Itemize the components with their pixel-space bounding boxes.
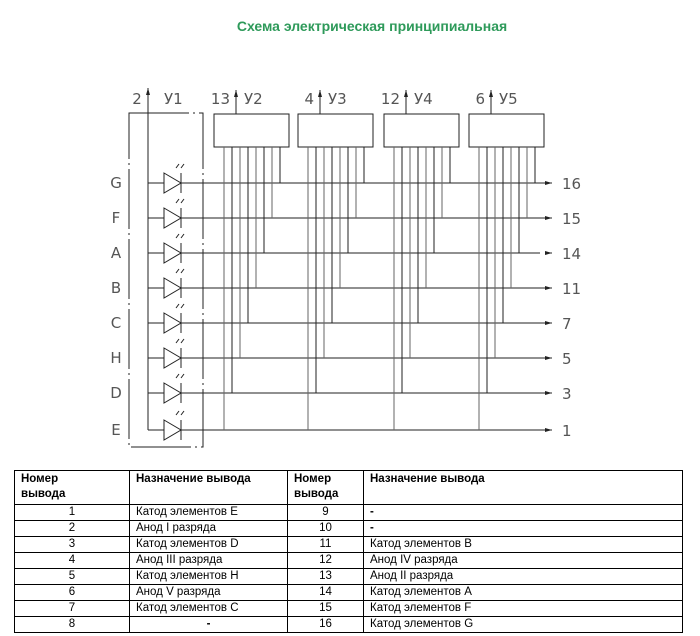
led-icon [164,278,181,298]
block-pin-label: 6 [475,90,485,108]
table-row [15,585,683,601]
pin-purpose-cell: Катод элементов H [130,569,288,585]
pin-number-cell: 14 [288,585,364,601]
table-row [15,537,683,553]
block-pin-label: 4 [304,90,314,108]
pin-purpose-cell: Анод II разряда [364,569,683,585]
segment-label: H [110,349,122,367]
pin-number-cell: 4 [15,553,130,569]
output-pin-label: 1 [562,422,572,440]
pin-number-cell: 6 [15,585,130,601]
segment-label: D [110,384,122,402]
segment-label: C [110,314,122,332]
pin-number-cell: 3 [15,537,130,553]
pin-purpose-cell: Катод элементов F [364,601,683,617]
pin-purpose-cell: - [364,505,683,521]
table-header-row [15,471,683,505]
segment-label: B [110,279,122,297]
pin-number-cell: 8 [15,617,130,633]
pin-number-cell: 2 [15,521,130,537]
segment-label: E [111,421,121,439]
pin-purpose-cell: Катод элементов A [364,585,683,601]
table-row [15,617,683,633]
driver-block [384,114,459,147]
pin-purpose-cell: Катод элементов D [130,537,288,553]
pin-number-cell: 1 [15,505,130,521]
block-pin-label: 12 [380,90,400,108]
pin-purpose-cell: Катод элементов E [130,505,288,521]
output-pin-label: 7 [562,315,572,333]
block-ref-label: У3 [328,90,347,108]
segment-label: A [110,244,122,262]
table-row [15,521,683,537]
ref-label-u1: У1 [164,90,183,108]
pin-purpose-cell: Катод элементов C [130,601,288,617]
pin-purpose-cell: Анод I разряда [130,521,288,537]
block-pin-label: 13 [210,90,230,108]
driver-block [469,114,544,147]
block-ref-label: У2 [244,90,263,108]
header-pin-purpose-1: Назначение вывода [130,471,288,505]
led-icon [164,173,181,193]
pin-number-cell: 5 [15,569,130,585]
led-icon [164,313,181,333]
pin-number-cell: 7 [15,601,130,617]
led-icon [164,348,181,368]
led-icon [164,243,181,263]
driver-block [214,114,289,147]
pin-number-cell: 16 [288,617,364,633]
output-pin-label: 14 [562,245,582,263]
table-row [15,569,683,585]
header-pin-purpose-2: Назначение вывода [364,471,683,505]
pin-number-cell: 10 [288,521,364,537]
output-pin-label: 16 [562,175,582,193]
pin-purpose-cell: - [364,521,683,537]
pin-assignment-table [14,470,683,633]
table-row [15,601,683,617]
pin-number-cell: 11 [288,537,364,553]
driver-block [298,114,373,147]
pin-number-cell: 13 [288,569,364,585]
led-icon [164,383,181,403]
pin-purpose-cell: Анод IV разряда [364,553,683,569]
pin-purpose-cell: Катод элементов B [364,537,683,553]
pin-label-u1: 2 [132,90,142,108]
schematic-title: Схема электрическая принципиальная [236,18,508,34]
table-row [15,553,683,569]
pin-purpose-cell: - [130,617,288,633]
pin-number-cell: 15 [288,601,364,617]
header-pin-number-2: Номер вывода [288,471,364,505]
pin-purpose-cell: Анод III разряда [130,553,288,569]
led-icon [164,208,181,228]
output-pin-label: 15 [562,210,582,228]
header-pin-number-1: Номер вывода [15,471,130,505]
table-row [15,505,683,521]
output-pin-label: 3 [562,385,572,403]
segment-label: G [110,174,122,192]
pin-number-cell: 9 [288,505,364,521]
led-icon [164,420,181,440]
pin-purpose-cell: Анод V разряда [130,585,288,601]
output-pin-label: 5 [562,350,572,368]
segment-label: F [111,209,121,227]
pin-purpose-cell: Катод элементов G [364,617,683,633]
block-ref-label: У4 [414,90,433,108]
block-ref-label: У5 [499,90,518,108]
pin-number-cell: 12 [288,553,364,569]
output-pin-label: 11 [562,280,582,298]
